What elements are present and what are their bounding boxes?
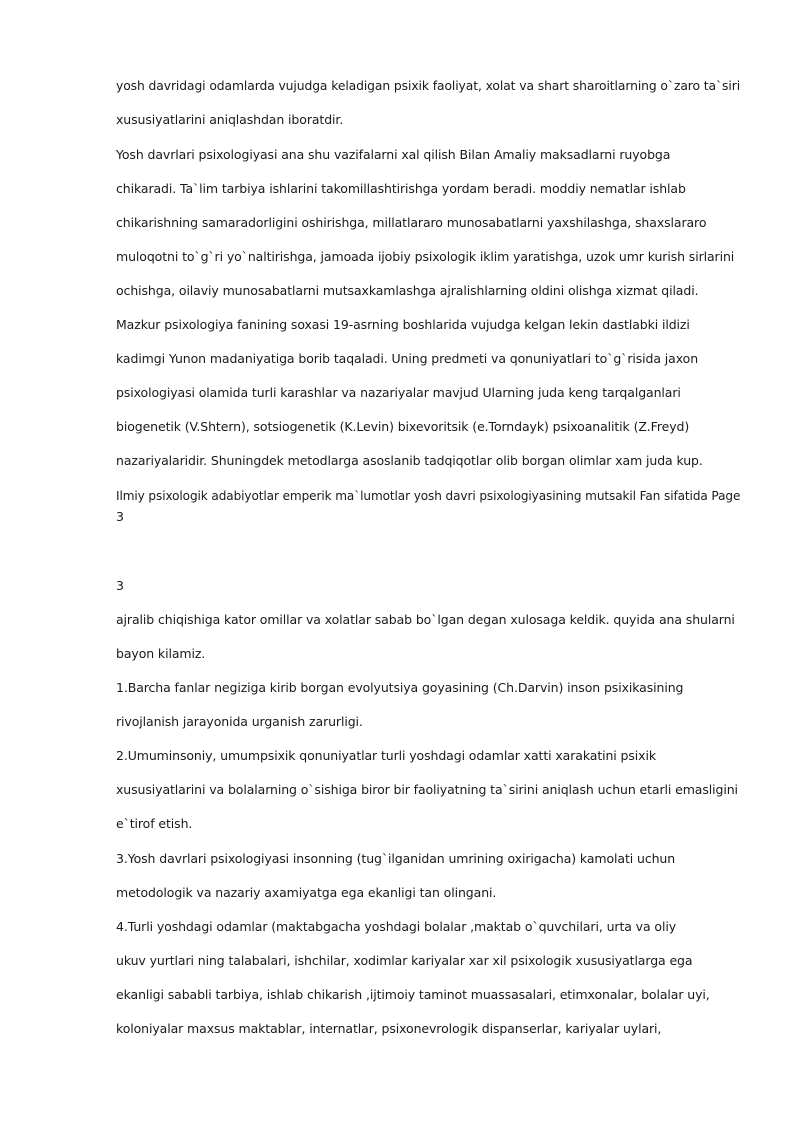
text-line: Ilmiy psixologik adabiyotlar emperik ma`lumotlar yosh davri psixologiyasining mutsakil Fan sifatida Page [116, 488, 741, 503]
page-number: 3 [116, 578, 124, 593]
text-line: Mazkur psixologiya fanining soxasi 19-asrning boshlarida vujudga kelgan lekin dastlabki ildizi [116, 317, 690, 332]
text-line: yosh davridagi odamlarda vujudga keladigan psixik faoliyat, xolat va shart sharoitlarning o`zaro ta`siri [116, 78, 741, 93]
text-line: metodologik va nazariy axamiyatga ega ekanligi tan olingani. [116, 885, 497, 900]
list-item: 3.Yosh davrlari psixologiyasi insonning (tug`ilganidan umrining oxirigacha) kamolati uchun [116, 851, 676, 866]
text-line: koloniyalar maxsus maktablar, internatlar, psixonevrologik dispanserlar, kariyalar uylari, [116, 1021, 662, 1036]
list-item: 1.Barcha fanlar negiziga kirib borgan evolyutsiya goyasining (Ch.Darvin) inson psixikasining [116, 680, 684, 695]
list-item: 4.Turli yoshdagi odamlar (maktabgacha yoshdagi bolalar ,maktab o`quvchilari, urta va oliy [116, 919, 676, 934]
text-line: Yosh davrlari psixologiyasi ana shu vazifalarni xal qilish Bilan Amaliy maksadlarni ruyobga [116, 147, 671, 162]
text-line: nazariyalaridir. Shuningdek metodlarga asoslanib tadqiqotlar olib borgan olimlar xam juda kup. [116, 453, 703, 468]
text-line: chikaradi. Ta`lim tarbiya ishlarini takomillashtirishga yordam beradi. moddiy nematlar ishlab [116, 181, 686, 196]
text-line: bayon kilamiz. [116, 646, 206, 661]
text-line: xususiyatlarini va bolalarning o`sishiga biror bir faoliyatning ta`sirini aniqlash uchun etarli emasligini [116, 782, 738, 797]
text-line: rivojlanish jarayonida urganish zarurligi. [116, 714, 363, 729]
text-line: psixologiyasi olamida turli karashlar va nazariyalar mavjud Ularning juda keng tarqalganlari [116, 385, 681, 400]
text-line: kadimgi Yunon madaniyatiga borib taqaladi. Uning predmeti va qonuniyatlari to`g`risida jaxon [116, 351, 699, 366]
text-line: ekanligi sababli tarbiya, ishlab chikarish ,ijtimoiy taminot muassasalari, etimxonalar, bolalar uyi, [116, 987, 710, 1002]
list-item: 2.Umuminsoniy, umumpsixik qonuniyatlar turli yoshdagi odamlar xatti xarakatini psixik [116, 748, 656, 763]
text-line: biogenetik (V.Shtern), sotsiogenetik (K.Levin) bixevoritsik (e.Torndayk) psixoanalitik (Z.Freyd) [116, 419, 690, 434]
text-line: muloqotni to`g`ri yo`naltirishga, jamoada ijobiy psixologik iklim yaratishga, uzok umr kurish sirlarini [116, 249, 735, 264]
text-line: ukuv yurtlari ning talabalari, ishchilar, xodimlar kariyalar xar xil psixologik xususiyatlarga ega [116, 953, 693, 968]
text-line: ajralib chiqishiga kator omillar va xolatlar sabab bo`lgan degan xulosaga keldik. quyida ana shularni [116, 612, 735, 627]
text-line: xususiyatlarini aniqlashdan iboratdir. [116, 112, 344, 127]
text-line: e`tirof etish. [116, 816, 193, 831]
text-line: ochishga, oilaviy munosabatlarni mutsaxkamlashga ajralishlarning oldini olishga xizmat qiladi. [116, 283, 699, 298]
text-line: chikarishning samaradorligini oshirishga, millatlararo munosabatlarni yaxshilashga, shaxslararo [116, 215, 707, 230]
page-number: 3 [116, 509, 124, 524]
